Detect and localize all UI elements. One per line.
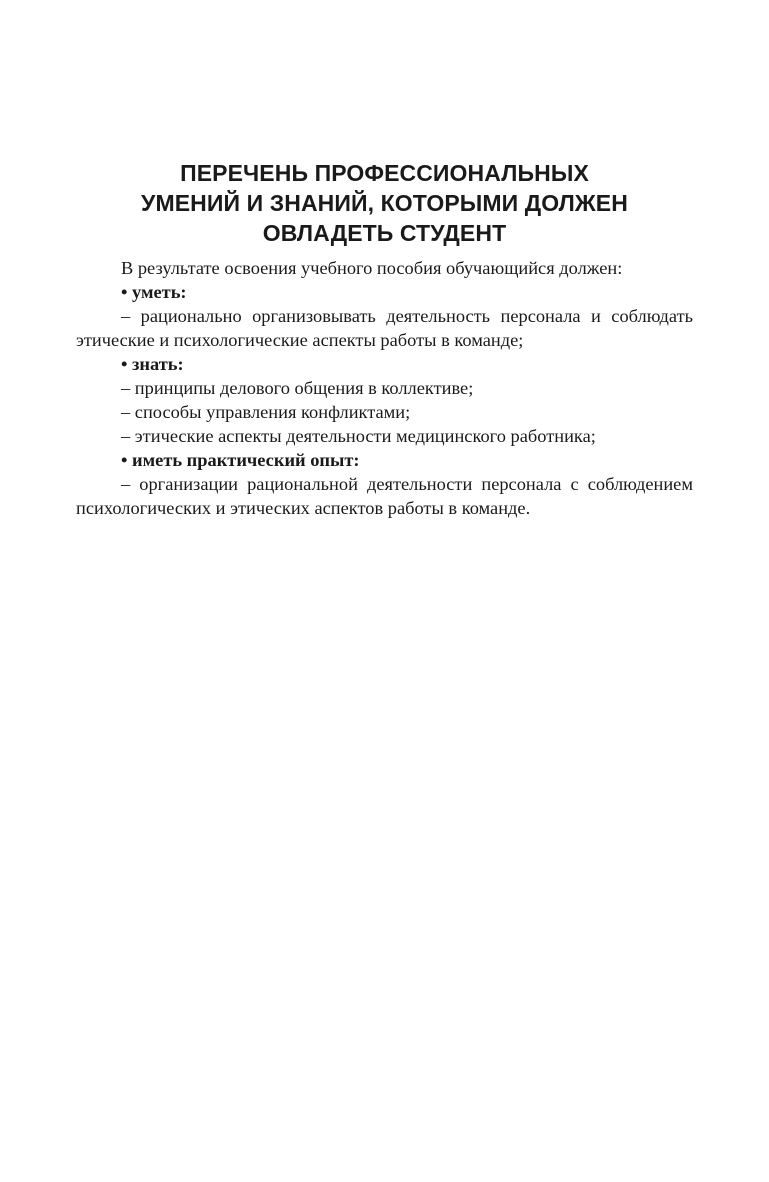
knowledge-item: – способы управления конфликтами; — [121, 402, 411, 422]
document-body — [76, 256, 693, 520]
title-line-2: УМЕНИЙ И ЗНАНИЙ, КОТОРЫМИ ДОЛЖЕН — [141, 190, 628, 216]
knowledge-label: • знать: — [121, 354, 184, 374]
experience-item: – организации рациональной деятельности персонала с соблюдением психологических и этических аспектов работы в команде. — [76, 474, 693, 518]
skills-item: – рационально организовывать деятельность персонала и соблюдать этические и психологические аспекты работы в команде; — [76, 306, 693, 350]
experience-label: • иметь практический опыт: — [121, 450, 360, 470]
intro-paragraph: В результате освоения учебного пособия обучающийся должен: — [121, 258, 623, 278]
page — [76, 158, 693, 520]
title-line-3: ОВЛАДЕТЬ СТУДЕНТ — [262, 220, 507, 246]
knowledge-item: – этические аспекты деятельности медицинского работника; — [121, 426, 596, 446]
title-line-1: ПЕРЕЧЕНЬ ПРОФЕССИОНАЛЬНЫХ — [180, 160, 589, 186]
skills-label: • уметь: — [121, 282, 187, 302]
knowledge-item: – принципы делового общения в коллективе; — [121, 378, 474, 398]
page-title — [76, 158, 693, 248]
